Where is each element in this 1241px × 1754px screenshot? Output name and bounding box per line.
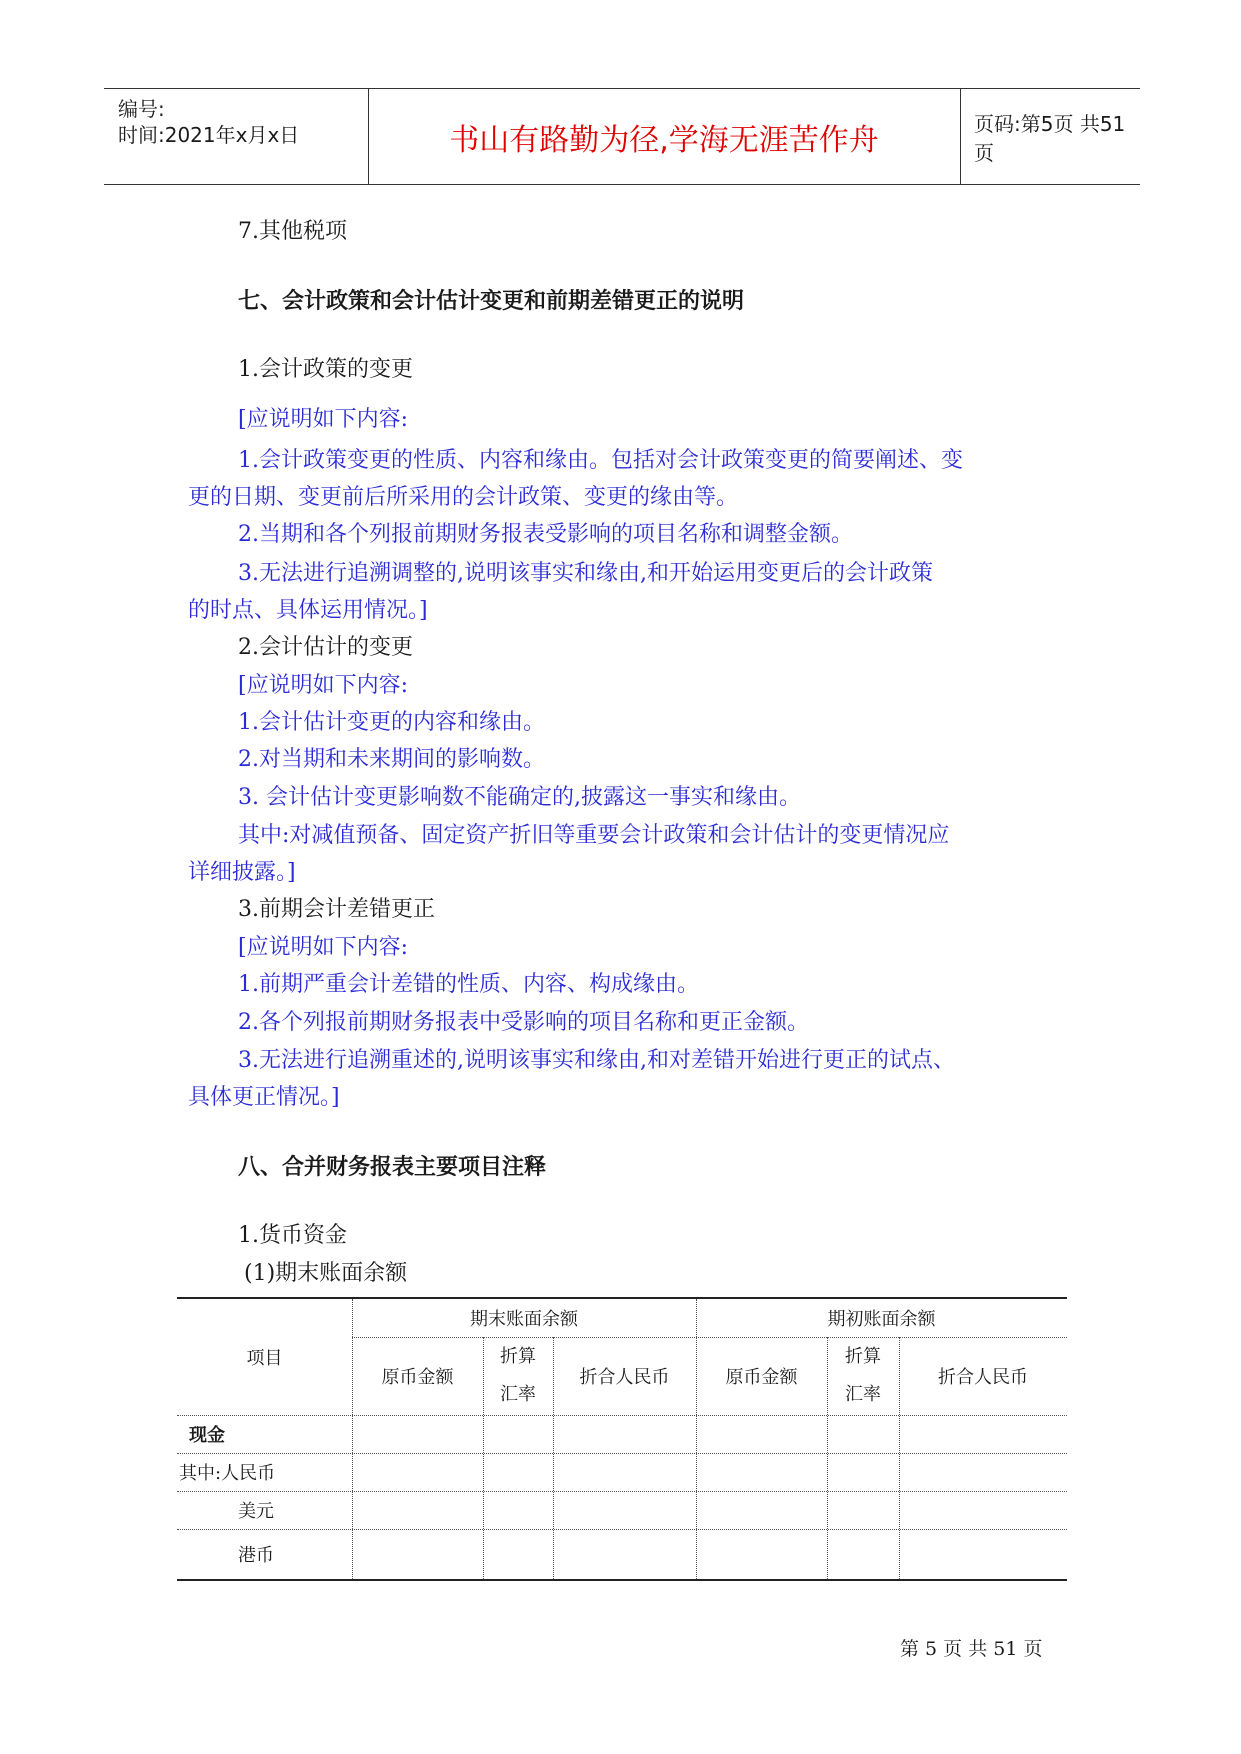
document-number-label: 编号: — [118, 97, 165, 121]
section-8-title: 八、合并财务报表主要项目注释 — [238, 1155, 547, 1180]
table-header-item: 项目 — [246, 1348, 283, 1369]
header-motto: 书山有路勤为径,学海无涯苦作舟 — [368, 89, 961, 184]
header-meta — [104, 89, 369, 184]
table-header-end-balance: 期末账面余额 — [470, 1309, 578, 1330]
table-header-begin-balance: 期初账面余额 — [827, 1309, 936, 1330]
policy-change-item-3b: 的时点、具体运用情况。] — [188, 598, 428, 623]
table-header-end-rmb: 折合人民币 — [579, 1367, 670, 1388]
estimate-change-item-3: 3. 会计估计变更影响数不能确定的,披露这一事实和缘由。 — [238, 785, 801, 810]
policy-change-item-3a: 3.无法进行追溯调整的,说明该事实和缘由,和开始运用变更后的会计政策 — [238, 561, 933, 586]
header-page-label: 页码:第5页 共51页 — [974, 111, 1126, 165]
table-header-end-rate — [483, 1337, 553, 1415]
estimate-change-note-a: 其中:对减值预备、固定资产折旧等重要会计政策和会计估计的变更情况应 — [238, 823, 950, 848]
estimate-change-intro: [应说明如下内容: — [238, 673, 408, 698]
page-header — [104, 88, 1140, 185]
table-row-usd: 美元 — [238, 1501, 274, 1522]
rate-label-line-2: 汇率 — [845, 1384, 881, 1405]
error-correction-item-3b: 具体更正情况。] — [188, 1085, 340, 1110]
error-correction-item-3a: 3.无法进行追溯重述的,说明该事实和缘由,和对差错开始进行更正的试点、 — [238, 1048, 955, 1073]
policy-change-item-1a: 1.会计政策变更的性质、内容和缘由。包括对会计政策变更的简要阐述、变 — [238, 448, 963, 473]
table-row-hkd: 港币 — [238, 1545, 274, 1566]
error-correction-item-2: 2.各个列报前期财务报表中受影响的项目名称和更正金额。 — [238, 1010, 809, 1035]
table-header-end-orig: 原币金额 — [381, 1367, 454, 1388]
error-correction-heading: 3.前期会计差错更正 — [238, 897, 435, 922]
table-header-begin-rmb: 折合人民币 — [938, 1367, 1028, 1388]
rate-label-line-2: 汇率 — [500, 1384, 536, 1405]
table-header-begin-rate — [827, 1337, 899, 1415]
error-correction-intro: [应说明如下内容: — [238, 935, 408, 960]
policy-change-intro: [应说明如下内容: — [238, 407, 408, 432]
cash-subheading: (1)期末账面余额 — [244, 1261, 408, 1286]
page-footer: 第 5 页 共 51 页 — [900, 1638, 1043, 1660]
section-7-title: 七、会计政策和会计估计变更和前期差错更正的说明 — [238, 289, 745, 314]
table-row-cash: 现金 — [189, 1425, 225, 1446]
other-tax-heading: 7.其他税项 — [238, 219, 347, 244]
policy-change-item-1b: 更的日期、变更前后所采用的会计政策、变更的缘由等。 — [188, 485, 739, 510]
estimate-change-note-b: 详细披露。] — [188, 860, 296, 885]
estimate-change-item-2: 2.对当期和未来期间的影响数。 — [238, 747, 545, 772]
cash-balance-table — [177, 1297, 1067, 1581]
document-time-label: 时间:2021年x月x日 — [118, 123, 300, 147]
table-row-rmb: 其中:人民币 — [179, 1463, 276, 1484]
estimate-change-heading: 2.会计估计的变更 — [238, 635, 413, 660]
error-correction-item-1: 1.前期严重会计差错的性质、内容、构成缘由。 — [238, 972, 699, 997]
rate-label-line-1: 折算 — [845, 1346, 881, 1367]
table-header-begin-orig: 原币金额 — [725, 1367, 798, 1388]
policy-change-item-2: 2.当期和各个列报前期财务报表受影响的项目名称和调整金额。 — [238, 522, 853, 547]
estimate-change-item-1: 1.会计估计变更的内容和缘由。 — [238, 710, 545, 735]
policy-change-heading: 1.会计政策的变更 — [238, 357, 413, 382]
cash-heading: 1.货币资金 — [238, 1223, 347, 1248]
rate-label-line-1: 折算 — [500, 1346, 536, 1367]
